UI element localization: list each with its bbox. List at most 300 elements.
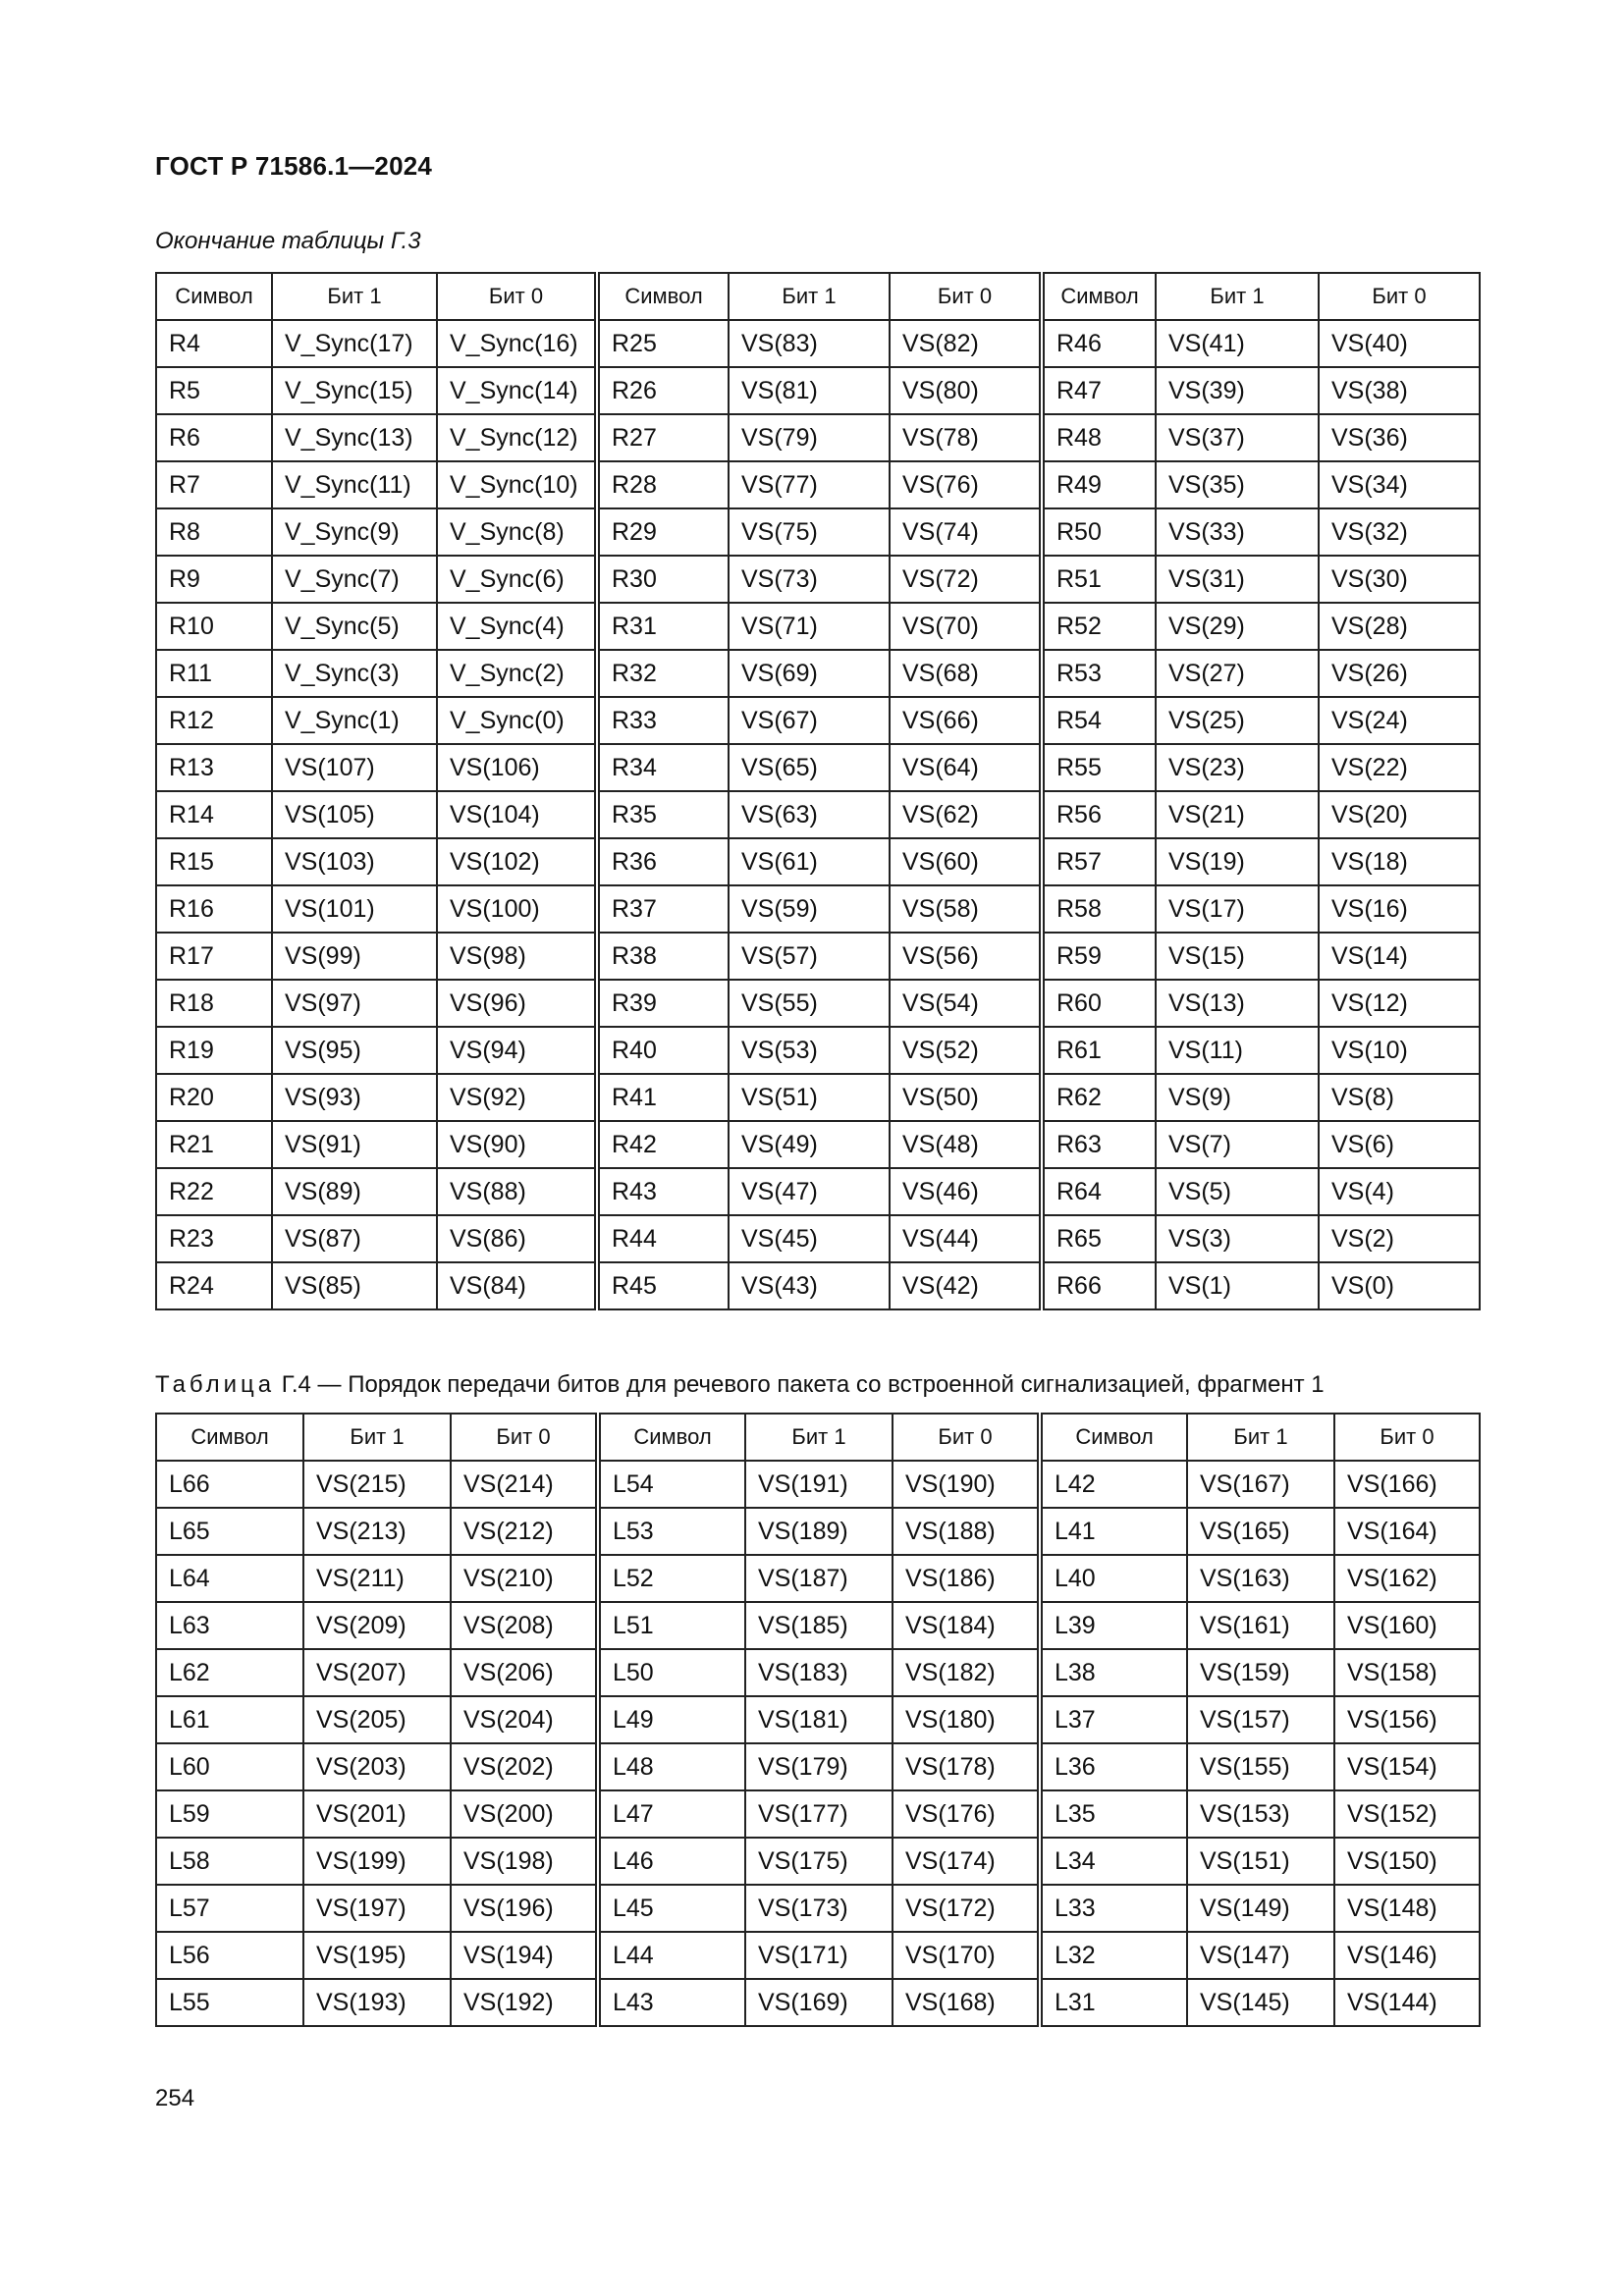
- table-cell: VS(27): [1156, 650, 1319, 697]
- table-cell: VS(94): [437, 1027, 597, 1074]
- table-row: [156, 650, 1480, 697]
- table-cell: VS(53): [729, 1027, 890, 1074]
- table-cell: L39: [1040, 1602, 1187, 1649]
- table-row: [156, 1790, 1480, 1838]
- table-cell: R24: [156, 1262, 272, 1309]
- table-cell: L47: [598, 1790, 745, 1838]
- table-cell: VS(203): [303, 1743, 451, 1790]
- table-cell: L53: [598, 1508, 745, 1555]
- table-cell: L56: [156, 1932, 303, 1979]
- table-cell: VS(57): [729, 933, 890, 980]
- column-header: Бит 1: [1156, 273, 1319, 320]
- table-cell: VS(174): [893, 1838, 1040, 1885]
- column-header: Бит 0: [890, 273, 1042, 320]
- table-cell: VS(176): [893, 1790, 1040, 1838]
- table-cell: VS(194): [451, 1932, 598, 1979]
- table-row: [156, 697, 1480, 744]
- table-cell: L34: [1040, 1838, 1187, 1885]
- table-cell: L33: [1040, 1885, 1187, 1932]
- table-cell: V_Sync(1): [272, 697, 437, 744]
- table-cell: VS(105): [272, 791, 437, 838]
- table-cell: VS(100): [437, 885, 597, 933]
- table-row: [156, 1262, 1480, 1309]
- table-cell: VS(49): [729, 1121, 890, 1168]
- table-cell: L36: [1040, 1743, 1187, 1790]
- table-cell: VS(33): [1156, 508, 1319, 556]
- table-cell: R26: [597, 367, 729, 414]
- table-cell: VS(148): [1334, 1885, 1480, 1932]
- table-row: [156, 1932, 1480, 1979]
- table-cell: VS(206): [451, 1649, 598, 1696]
- table-cell: VS(70): [890, 603, 1042, 650]
- table-caption-prefix: Таблица: [155, 1371, 276, 1398]
- table-cell: R63: [1042, 1121, 1156, 1168]
- table-row: [156, 1555, 1480, 1602]
- table-cell: VS(103): [272, 838, 437, 885]
- table-cell: R47: [1042, 367, 1156, 414]
- table-cell: VS(179): [745, 1743, 893, 1790]
- table-cell: VS(106): [437, 744, 597, 791]
- table-cell: VS(151): [1187, 1838, 1334, 1885]
- table-cell: VS(28): [1319, 603, 1480, 650]
- table-cell: VS(159): [1187, 1649, 1334, 1696]
- table-cell: L49: [598, 1696, 745, 1743]
- table-cell: VS(184): [893, 1602, 1040, 1649]
- table-cell: VS(169): [745, 1979, 893, 2026]
- table-cell: R56: [1042, 791, 1156, 838]
- table-cell: VS(152): [1334, 1790, 1480, 1838]
- column-header: Бит 1: [745, 1414, 893, 1461]
- table-cell: R52: [1042, 603, 1156, 650]
- table-cell: L60: [156, 1743, 303, 1790]
- table-cell: VS(60): [890, 838, 1042, 885]
- table-cell: VS(3): [1156, 1215, 1319, 1262]
- table-cell: VS(173): [745, 1885, 893, 1932]
- table-cell: VS(207): [303, 1649, 451, 1696]
- table-cell: VS(69): [729, 650, 890, 697]
- table-cell: VS(99): [272, 933, 437, 980]
- table-cell: R29: [597, 508, 729, 556]
- table-row: [156, 461, 1480, 508]
- table-row: [156, 791, 1480, 838]
- table-cell: VS(79): [729, 414, 890, 461]
- table-row: [156, 1885, 1480, 1932]
- table-row: [156, 1838, 1480, 1885]
- table-cell: VS(187): [745, 1555, 893, 1602]
- table-cell: VS(18): [1319, 838, 1480, 885]
- table-cell: V_Sync(3): [272, 650, 437, 697]
- table-cell: VS(72): [890, 556, 1042, 603]
- table-cell: VS(67): [729, 697, 890, 744]
- table-caption-continuation: Окончание таблицы Г.3: [155, 228, 421, 254]
- table-cell: R50: [1042, 508, 1156, 556]
- column-header: Символ: [156, 1414, 303, 1461]
- table-cell: R11: [156, 650, 272, 697]
- table-cell: VS(160): [1334, 1602, 1480, 1649]
- table-cell: VS(51): [729, 1074, 890, 1121]
- table-cell: VS(156): [1334, 1696, 1480, 1743]
- table-cell: VS(107): [272, 744, 437, 791]
- table-cell: R38: [597, 933, 729, 980]
- table-cell: VS(34): [1319, 461, 1480, 508]
- table-cell: R20: [156, 1074, 272, 1121]
- table-cell: VS(58): [890, 885, 1042, 933]
- table-cell: R35: [597, 791, 729, 838]
- table-cell: VS(215): [303, 1461, 451, 1508]
- table-cell: VS(78): [890, 414, 1042, 461]
- table-cell: VS(85): [272, 1262, 437, 1309]
- table-cell: VS(209): [303, 1602, 451, 1649]
- table-cell: L62: [156, 1649, 303, 1696]
- table-cell: VS(50): [890, 1074, 1042, 1121]
- table-cell: VS(20): [1319, 791, 1480, 838]
- table-cell: VS(104): [437, 791, 597, 838]
- table-row: [156, 1649, 1480, 1696]
- table-cell: VS(42): [890, 1262, 1042, 1309]
- table-cell: R12: [156, 697, 272, 744]
- table-cell: VS(80): [890, 367, 1042, 414]
- bit-order-table-g3: [155, 272, 1481, 1310]
- table-cell: R5: [156, 367, 272, 414]
- table-cell: V_Sync(12): [437, 414, 597, 461]
- table-cell: R59: [1042, 933, 1156, 980]
- table-cell: R21: [156, 1121, 272, 1168]
- table-cell: VS(211): [303, 1555, 451, 1602]
- table-cell: R14: [156, 791, 272, 838]
- table-cell: VS(101): [272, 885, 437, 933]
- table-cell: VS(214): [451, 1461, 598, 1508]
- table-cell: VS(10): [1319, 1027, 1480, 1074]
- table-cell: R42: [597, 1121, 729, 1168]
- table-cell: VS(193): [303, 1979, 451, 2026]
- table-cell: VS(157): [1187, 1696, 1334, 1743]
- table-cell: VS(25): [1156, 697, 1319, 744]
- table-cell: VS(36): [1319, 414, 1480, 461]
- table-cell: VS(161): [1187, 1602, 1334, 1649]
- table-cell: VS(37): [1156, 414, 1319, 461]
- table-cell: L45: [598, 1885, 745, 1932]
- table-cell: L50: [598, 1649, 745, 1696]
- table-cell: VS(13): [1156, 980, 1319, 1027]
- table-cell: VS(175): [745, 1838, 893, 1885]
- table-cell: VS(11): [1156, 1027, 1319, 1074]
- table-cell: VS(155): [1187, 1743, 1334, 1790]
- table-row: [156, 980, 1480, 1027]
- table-cell: R25: [597, 320, 729, 367]
- table-cell: R60: [1042, 980, 1156, 1027]
- table-cell: VS(191): [745, 1461, 893, 1508]
- column-header: Символ: [1042, 273, 1156, 320]
- table-row: [156, 1121, 1480, 1168]
- table-cell: VS(89): [272, 1168, 437, 1215]
- column-header: Бит 0: [451, 1414, 598, 1461]
- table-cell: VS(41): [1156, 320, 1319, 367]
- table-cell: R16: [156, 885, 272, 933]
- table-cell: VS(84): [437, 1262, 597, 1309]
- table-cell: VS(9): [1156, 1074, 1319, 1121]
- column-header: Бит 1: [272, 273, 437, 320]
- table-cell: R39: [597, 980, 729, 1027]
- table-cell: VS(59): [729, 885, 890, 933]
- table-cell: VS(7): [1156, 1121, 1319, 1168]
- table-cell: VS(30): [1319, 556, 1480, 603]
- table-cell: R23: [156, 1215, 272, 1262]
- table-cell: VS(1): [1156, 1262, 1319, 1309]
- table-cell: VS(66): [890, 697, 1042, 744]
- table-cell: VS(168): [893, 1979, 1040, 2026]
- table-cell: VS(178): [893, 1743, 1040, 1790]
- table-row: [156, 1215, 1480, 1262]
- table-cell: L38: [1040, 1649, 1187, 1696]
- column-header: Бит 0: [1319, 273, 1480, 320]
- table-cell: L55: [156, 1979, 303, 2026]
- document-header: ГОСТ Р 71586.1—2024: [155, 151, 433, 181]
- table-cell: VS(197): [303, 1885, 451, 1932]
- table-cell: VS(163): [1187, 1555, 1334, 1602]
- table-cell: VS(19): [1156, 838, 1319, 885]
- table-cell: VS(200): [451, 1790, 598, 1838]
- column-header: Бит 1: [303, 1414, 451, 1461]
- bit-order-table-g4: [155, 1413, 1481, 2027]
- table-cell: VS(39): [1156, 367, 1319, 414]
- table-caption-text: Г.4 — Порядок передачи битов для речевого пакета со встроенной сигнализацией, фрагмент 1: [275, 1371, 1325, 1398]
- table-cell: VS(52): [890, 1027, 1042, 1074]
- table-cell: L63: [156, 1602, 303, 1649]
- table-cell: L65: [156, 1508, 303, 1555]
- table-cell: VS(64): [890, 744, 1042, 791]
- table-cell: VS(29): [1156, 603, 1319, 650]
- table-cell: R8: [156, 508, 272, 556]
- table-cell: L51: [598, 1602, 745, 1649]
- table-cell: V_Sync(2): [437, 650, 597, 697]
- table-cell: L64: [156, 1555, 303, 1602]
- table-cell: VS(63): [729, 791, 890, 838]
- table-cell: L66: [156, 1461, 303, 1508]
- table-cell: R9: [156, 556, 272, 603]
- table-cell: VS(4): [1319, 1168, 1480, 1215]
- table-cell: VS(31): [1156, 556, 1319, 603]
- table-cell: R7: [156, 461, 272, 508]
- table-cell: R58: [1042, 885, 1156, 933]
- table-cell: VS(54): [890, 980, 1042, 1027]
- table-cell: VS(98): [437, 933, 597, 980]
- table-cell: VS(202): [451, 1743, 598, 1790]
- table-cell: V_Sync(9): [272, 508, 437, 556]
- table-cell: VS(196): [451, 1885, 598, 1932]
- table-row: [156, 933, 1480, 980]
- table-cell: R61: [1042, 1027, 1156, 1074]
- table-row: [156, 508, 1480, 556]
- table-cell: L42: [1040, 1461, 1187, 1508]
- table-cell: VS(38): [1319, 367, 1480, 414]
- table-cell: VS(75): [729, 508, 890, 556]
- table-cell: R18: [156, 980, 272, 1027]
- table-cell: VS(154): [1334, 1743, 1480, 1790]
- table-cell: L61: [156, 1696, 303, 1743]
- table-cell: VS(5): [1156, 1168, 1319, 1215]
- table-cell: V_Sync(7): [272, 556, 437, 603]
- table-cell: VS(71): [729, 603, 890, 650]
- table-cell: R48: [1042, 414, 1156, 461]
- table-cell: L54: [598, 1461, 745, 1508]
- table-cell: R49: [1042, 461, 1156, 508]
- table-cell: VS(189): [745, 1508, 893, 1555]
- table-cell: VS(147): [1187, 1932, 1334, 1979]
- table-cell: VS(32): [1319, 508, 1480, 556]
- table-cell: VS(90): [437, 1121, 597, 1168]
- table-row: [156, 885, 1480, 933]
- table-row: [156, 1027, 1480, 1074]
- table-cell: VS(181): [745, 1696, 893, 1743]
- table-cell: R41: [597, 1074, 729, 1121]
- table-cell: R6: [156, 414, 272, 461]
- table-cell: VS(56): [890, 933, 1042, 980]
- table-cell: R10: [156, 603, 272, 650]
- table-cell: VS(83): [729, 320, 890, 367]
- table-row: [156, 603, 1480, 650]
- table-cell: R62: [1042, 1074, 1156, 1121]
- column-header: Символ: [156, 273, 272, 320]
- table-cell: R53: [1042, 650, 1156, 697]
- table-cell: VS(190): [893, 1461, 1040, 1508]
- table-header-row: [156, 273, 1480, 320]
- table-cell: VS(73): [729, 556, 890, 603]
- table-cell: VS(195): [303, 1932, 451, 1979]
- table-cell: L35: [1040, 1790, 1187, 1838]
- table-cell: VS(205): [303, 1696, 451, 1743]
- table-cell: VS(97): [272, 980, 437, 1027]
- table-cell: L40: [1040, 1555, 1187, 1602]
- table-cell: VS(208): [451, 1602, 598, 1649]
- table-cell: VS(213): [303, 1508, 451, 1555]
- table-cell: L57: [156, 1885, 303, 1932]
- table-cell: VS(177): [745, 1790, 893, 1838]
- table-cell: VS(68): [890, 650, 1042, 697]
- table-row: [156, 744, 1480, 791]
- table-cell: VS(15): [1156, 933, 1319, 980]
- table-cell: R51: [1042, 556, 1156, 603]
- table-cell: VS(43): [729, 1262, 890, 1309]
- table-cell: VS(212): [451, 1508, 598, 1555]
- table-row: [156, 1508, 1480, 1555]
- table-cell: VS(171): [745, 1932, 893, 1979]
- table-cell: R28: [597, 461, 729, 508]
- table-cell: R31: [597, 603, 729, 650]
- table-cell: VS(86): [437, 1215, 597, 1262]
- table-cell: VS(14): [1319, 933, 1480, 980]
- table-cell: VS(55): [729, 980, 890, 1027]
- page-number: 254: [155, 2085, 195, 2111]
- table-cell: R30: [597, 556, 729, 603]
- table-cell: V_Sync(14): [437, 367, 597, 414]
- table-cell: R45: [597, 1262, 729, 1309]
- column-header: Символ: [598, 1414, 745, 1461]
- table-cell: VS(96): [437, 980, 597, 1027]
- table-cell: R46: [1042, 320, 1156, 367]
- table-cell: VS(201): [303, 1790, 451, 1838]
- table-cell: R13: [156, 744, 272, 791]
- table-cell: V_Sync(8): [437, 508, 597, 556]
- table-cell: VS(48): [890, 1121, 1042, 1168]
- table-cell: V_Sync(17): [272, 320, 437, 367]
- table-row: [156, 1602, 1480, 1649]
- table-row: [156, 1168, 1480, 1215]
- table-cell: R33: [597, 697, 729, 744]
- table-cell: L52: [598, 1555, 745, 1602]
- column-header: Символ: [1040, 1414, 1187, 1461]
- table-cell: VS(16): [1319, 885, 1480, 933]
- column-header: Бит 1: [729, 273, 890, 320]
- table-row: [156, 1979, 1480, 2026]
- table-cell: VS(0): [1319, 1262, 1480, 1309]
- table-header-row: [156, 1414, 1480, 1461]
- table-cell: VS(22): [1319, 744, 1480, 791]
- table-cell: VS(62): [890, 791, 1042, 838]
- table-cell: L58: [156, 1838, 303, 1885]
- table-cell: R37: [597, 885, 729, 933]
- table-cell: VS(183): [745, 1649, 893, 1696]
- table-cell: VS(8): [1319, 1074, 1480, 1121]
- table-cell: VS(44): [890, 1215, 1042, 1262]
- table-cell: VS(188): [893, 1508, 1040, 1555]
- table-cell: VS(46): [890, 1168, 1042, 1215]
- table-cell: L59: [156, 1790, 303, 1838]
- table-cell: V_Sync(4): [437, 603, 597, 650]
- table-cell: V_Sync(11): [272, 461, 437, 508]
- table-cell: VS(166): [1334, 1461, 1480, 1508]
- table-cell: VS(47): [729, 1168, 890, 1215]
- table-cell: R36: [597, 838, 729, 885]
- table-row: [156, 367, 1480, 414]
- table-cell: VS(167): [1187, 1461, 1334, 1508]
- table-cell: L32: [1040, 1932, 1187, 1979]
- table-cell: VS(92): [437, 1074, 597, 1121]
- column-header: Символ: [597, 273, 729, 320]
- table-cell: VS(210): [451, 1555, 598, 1602]
- table-cell: VS(17): [1156, 885, 1319, 933]
- table-cell: R15: [156, 838, 272, 885]
- column-header: Бит 0: [893, 1414, 1040, 1461]
- table-cell: VS(93): [272, 1074, 437, 1121]
- table-cell: VS(91): [272, 1121, 437, 1168]
- column-header: Бит 0: [1334, 1414, 1480, 1461]
- table-cell: VS(102): [437, 838, 597, 885]
- table-cell: VS(81): [729, 367, 890, 414]
- table-cell: VS(186): [893, 1555, 1040, 1602]
- table-cell: VS(2): [1319, 1215, 1480, 1262]
- table-row: [156, 414, 1480, 461]
- table-cell: VS(158): [1334, 1649, 1480, 1696]
- table-cell: R22: [156, 1168, 272, 1215]
- table-caption-g4: [155, 1371, 1325, 1399]
- table-cell: V_Sync(10): [437, 461, 597, 508]
- table-cell: VS(145): [1187, 1979, 1334, 2026]
- table-cell: VS(61): [729, 838, 890, 885]
- table-cell: VS(182): [893, 1649, 1040, 1696]
- table-cell: R65: [1042, 1215, 1156, 1262]
- table-row: [156, 320, 1480, 367]
- table-row: [156, 1696, 1480, 1743]
- table-cell: VS(199): [303, 1838, 451, 1885]
- column-header: Бит 0: [437, 273, 597, 320]
- table-cell: R55: [1042, 744, 1156, 791]
- table-cell: V_Sync(15): [272, 367, 437, 414]
- table-cell: VS(164): [1334, 1508, 1480, 1555]
- table-cell: VS(65): [729, 744, 890, 791]
- table-row: [156, 838, 1480, 885]
- table-cell: R17: [156, 933, 272, 980]
- table-cell: VS(146): [1334, 1932, 1480, 1979]
